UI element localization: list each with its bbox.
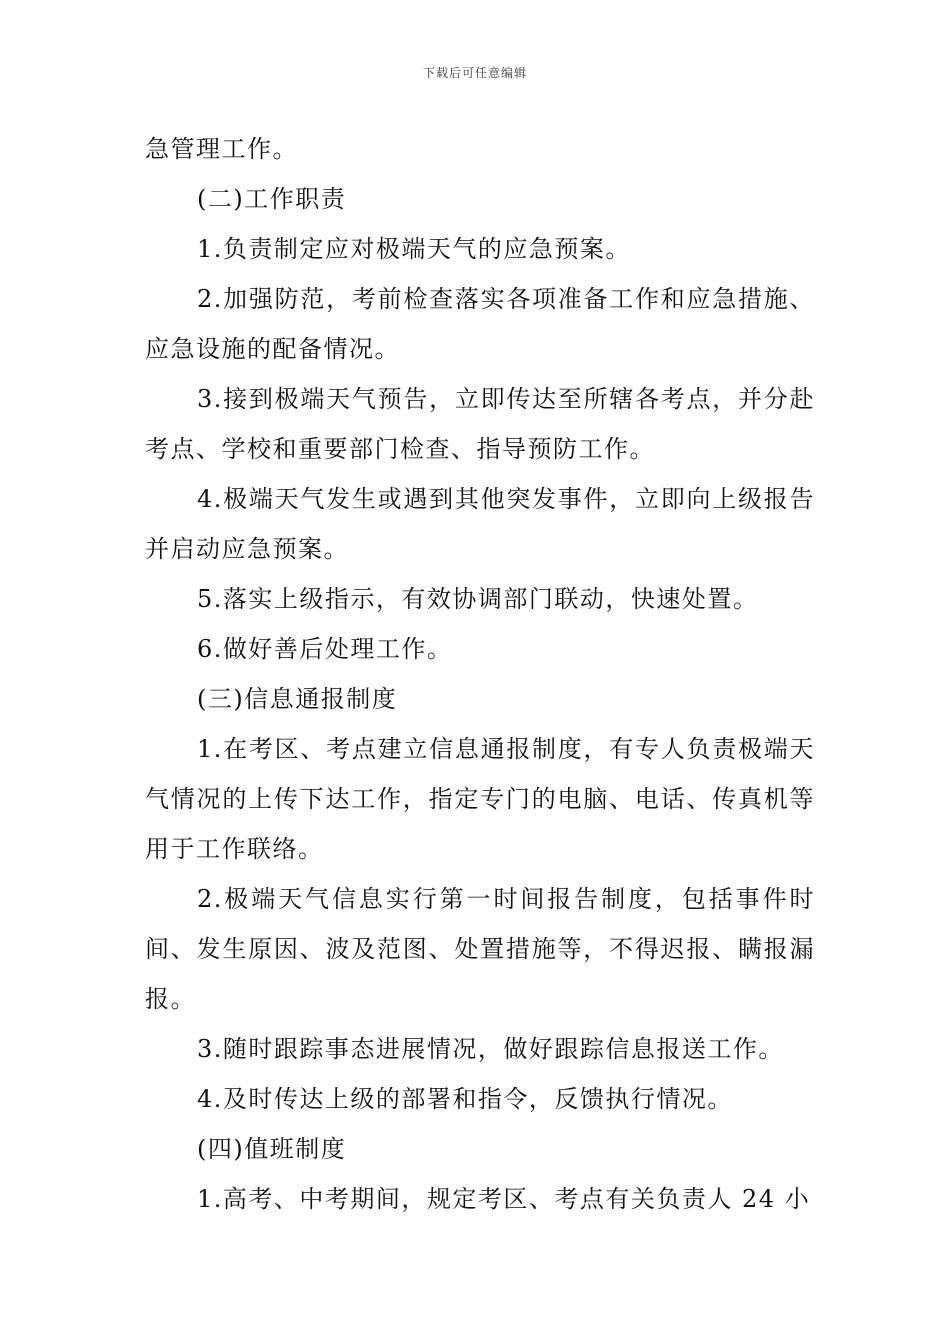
duty-item-6: 6.做好善后处理工作。: [197, 635, 453, 663]
document-body: [145, 124, 815, 1224]
duty-item-5: 5.落实上级指示，有效协调部门联动，快速处置。: [197, 585, 759, 613]
paragraph-continuation: 急管理工作。: [145, 135, 298, 163]
section-heading-duties: (二)工作职责: [197, 185, 347, 213]
info-report-item-3: 3.随时跟踪事态进展情况，做好跟踪信息报送工作。: [197, 1035, 784, 1063]
info-report-item-1: 1.在考区、考点建立信息通报制度，有专人负责极端天气情况的上传下达工作，指定专门的电脑、电话、传真机等用于工作联络。: [145, 735, 815, 863]
info-report-item-2: 2.极端天气信息实行第一时间报告制度，包括事件时间、发生原因、波及范图、处置措施等，不得迟报、瞒报漏报。: [145, 885, 815, 1013]
duty-item-2: 2.加强防范，考前检查落实各项准备工作和应急措施、应急设施的配备情况。: [145, 285, 815, 363]
section-heading-duty-shift: (四)值班制度: [197, 1135, 347, 1163]
section-heading-info-report: (三)信息通报制度: [197, 685, 398, 713]
page-header-note: 下载后可任意编辑: [422, 66, 527, 80]
info-report-item-4: 4.及时传达上级的部署和指令，反馈执行情况。: [197, 1085, 733, 1113]
duty-item-3: 3.接到极端天气预告，立即传达至所辖各考点，并分赴考点、学校和重要部门检查、指导预防工作。: [145, 385, 815, 463]
duty-item-1: 1.负责制定应对极端天气的应急预案。: [197, 235, 631, 263]
duty-item-4: 4.极端天气发生或遇到其他突发事件，立即向上级报告并启动应急预案。: [145, 485, 815, 563]
duty-shift-item-1: 1.高考、中考期间，规定考区、考点有关负责人 24 小: [197, 1185, 811, 1213]
